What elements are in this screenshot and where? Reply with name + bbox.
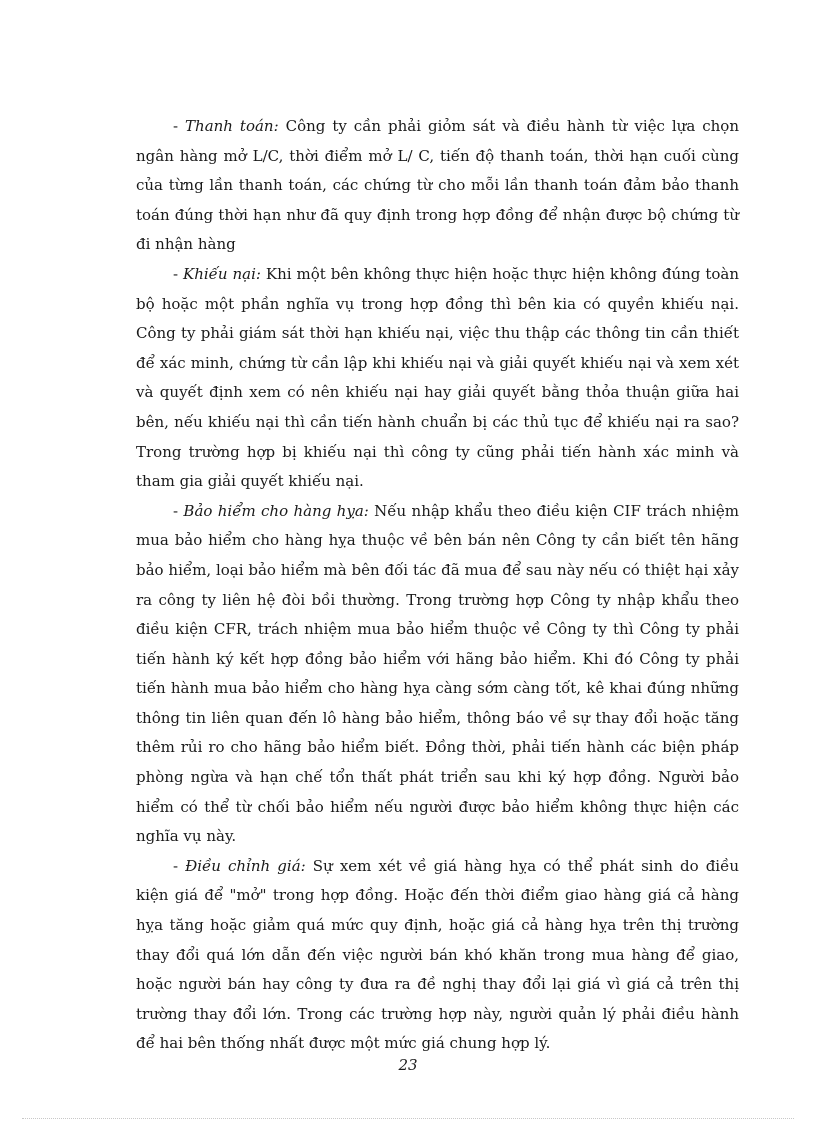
page-number: 23 [398, 1056, 418, 1074]
paragraph-text: Sự xem xét về giá hàng hỵa có thể phát sinh do điều kiện giá để "mở" trong hợp đồng. Hoặc đến thời điểm giao hàng giá cả hàng hỵa tăng hoặc giảm quá mức quy định, hoặc giá cả hàng hỵa trên thị trường thay đổi quá lớn dẫn đến việc người bán khó khăn trong mua hàng để giao, hoặc người bán hay công ty đưa ra đề nghị thay đổi lại giá vì giá cả trên thị trường thay đổi lớn. Trong các trường hợp này, người quản lý phải điều hành để hai bên thống nhất được một mức giá chung hợp lý. [136, 856, 739, 1053]
paragraph-khieu-nai: - Khiếu nại: Khi một bên không thực hiện hoặc thực hiện không đúng toàn bộ hoặc một phần nghĩa vụ trong hợp đồng thì bên kia có quyền khiếu nại. Công ty phải giám sát thời hạn khiếu nại, việc thu thập các thông tin cần thiết để xác minh, chứng từ cần lập khi khiếu nại và giải quyết khiếu nại và xem xét và quyết định xem có nên khiếu nại hay giải quyết bằng thỏa thuận giữa hai bên, nếu khiếu nại thì cần tiến hành chuẩn bị các thủ tục để khiếu nại ra sao? Trong trường hợp bị khiếu nại thì công ty cũng phải tiến hành xác minh và tham gia giải quyết khiếu nại. [136, 264, 739, 491]
paragraph-thanh-toan: - Thanh toán: Công ty cần phải giỏm sát và điều hành từ việc lựa chọn ngân hàng mở L/C, thời điểm mở L/ C, tiến độ thanh toán, thời hạn cuối cùng của từng lần thanh toán, các chứng từ cho mỗi lần thanh toán đảm bảo thanh toán đúng thời hạn như đã quy định trong hợp đồng để nhận được bộ chứng từ đi nhận hàng [136, 117, 739, 254]
paragraph-bao-hiem: - Bảo hiểm cho hàng hỵa: Nếu nhập khẩu theo điều kiện CIF trách nhiệm mua bảo hiểm cho hàng hỵa thuộc về bên bán nên Công ty cần biết tên hãng bảo hiểm, loại bảo hiểm mà bên đối tác đã mua để sau này nếu có thiệt hại xảy ra công ty liên hệ đòi bồi thường. Trong trường hợp Công ty nhập khẩu theo điều kiện CFR, trách nhiệm mua bảo hiểm thuộc về Công ty thì Công ty phải tiến hành ký kết hợp đồng bảo hiểm với hãng bảo hiểm. Khi đó Công ty phải tiến hành mua bảo hiểm cho hàng hỵa càng sớm càng tốt, kê khai đúng những thông tin liên quan đến lô hàng bảo hiểm, thông báo về sự thay đổi hoặc tăng thêm rủi ro cho hãng bảo hiểm biết. Đồng thời, phải tiến hành các biện pháp phòng ngừa và hạn chế tổn thất phát triển sau khi ký hợp đồng. Người bảo hiểm có thể từ chối bảo hiểm nếu người được bảo hiểm không thực hiện các nghĩa vụ này. [136, 501, 739, 846]
document-body [136, 112, 739, 1059]
page-bottom-rule [22, 1118, 794, 1119]
paragraph-text: Nếu nhập khẩu theo điều kiện CIF trách nhiệm mua bảo hiểm cho hàng hỵa thuộc về bên bán nên Công ty cần biết tên hãng bảo hiểm, loại bảo hiểm mà bên đối tác đã mua để sau này nếu có thiệt hại xảy ra công ty liên hệ đòi bồi thường. Trong trường hợp Công ty nhập khẩu theo điều kiện CFR, trách nhiệm mua bảo hiểm thuộc về Công ty thì Công ty phải tiến hành ký kết hợp đồng bảo hiểm với hãng bảo hiểm. Khi đó Công ty phải tiến hành mua bảo hiểm cho hàng hỵa càng sớm càng tốt, kê khai đúng những thông tin liên quan đến lô hàng bảo hiểm, thông báo về sự thay đổi hoặc tăng thêm rủi ro cho hãng bảo hiểm biết. Đồng thời, phải tiến hành các biện pháp phòng ngừa và hạn chế tổn thất phát triển sau khi ký hợp đồng. Người bảo hiểm có thể từ chối bảo hiểm nếu người được bảo hiểm không thực hiện các nghĩa vụ này. [136, 501, 739, 846]
paragraph-lead: Bảo hiểm cho hàng hỵa: [183, 501, 369, 520]
paragraph-lead: Điều chỉnh giá: [185, 856, 306, 875]
paragraph-dieu-chinh-gia: - Điều chỉnh giá: Sự xem xét về giá hàng hỵa có thể phát sinh do điều kiện giá để "mở" trong hợp đồng. Hoặc đến thời điểm giao hàng giá cả hàng hỵa tăng hoặc giảm quá mức quy định, hoặc giá cả hàng hỵa trên thị trường thay đổi quá lớn dẫn đến việc người bán khó khăn trong mua hàng để giao, hoặc người bán hay công ty đưa ra đề nghị thay đổi lại giá vì giá cả trên thị trường thay đổi lớn. Trong các trường hợp này, người quản lý phải điều hành để hai bên thống nhất được một mức giá chung hợp lý. [136, 856, 739, 1053]
paragraph-lead: Khiếu nại: [183, 264, 261, 283]
paragraph-text: Công ty cần phải giỏm sát và điều hành từ việc lựa chọn ngân hàng mở L/C, thời điểm mở L/ C, tiến độ thanh toán, thời hạn cuối cùng của từng lần thanh toán, các chứng từ cho mỗi lần thanh toán đảm bảo thanh toán đúng thời hạn như đã quy định trong hợp đồng để nhận được bộ chứng từ đi nhận hàng [136, 117, 739, 254]
paragraph-lead: Thanh toán: [185, 117, 279, 135]
paragraph-text: Khi một bên không thực hiện hoặc thực hiện không đúng toàn bộ hoặc một phần nghĩa vụ trong hợp đồng thì bên kia có quyền khiếu nại. Công ty phải giám sát thời hạn khiếu nại, việc thu thập các thông tin cần thiết để xác minh, chứng từ cần lập khi khiếu nại và giải quyết khiếu nại và xem xét và quyết định xem có nên khiếu nại hay giải quyết bằng thỏa thuận giữa hai bên, nếu khiếu nại thì cần tiến hành chuẩn bị các thủ tục để khiếu nại ra sao? Trong trường hợp bị khiếu nại thì công ty cũng phải tiến hành xác minh và tham gia giải quyết khiếu nại. [136, 264, 739, 491]
